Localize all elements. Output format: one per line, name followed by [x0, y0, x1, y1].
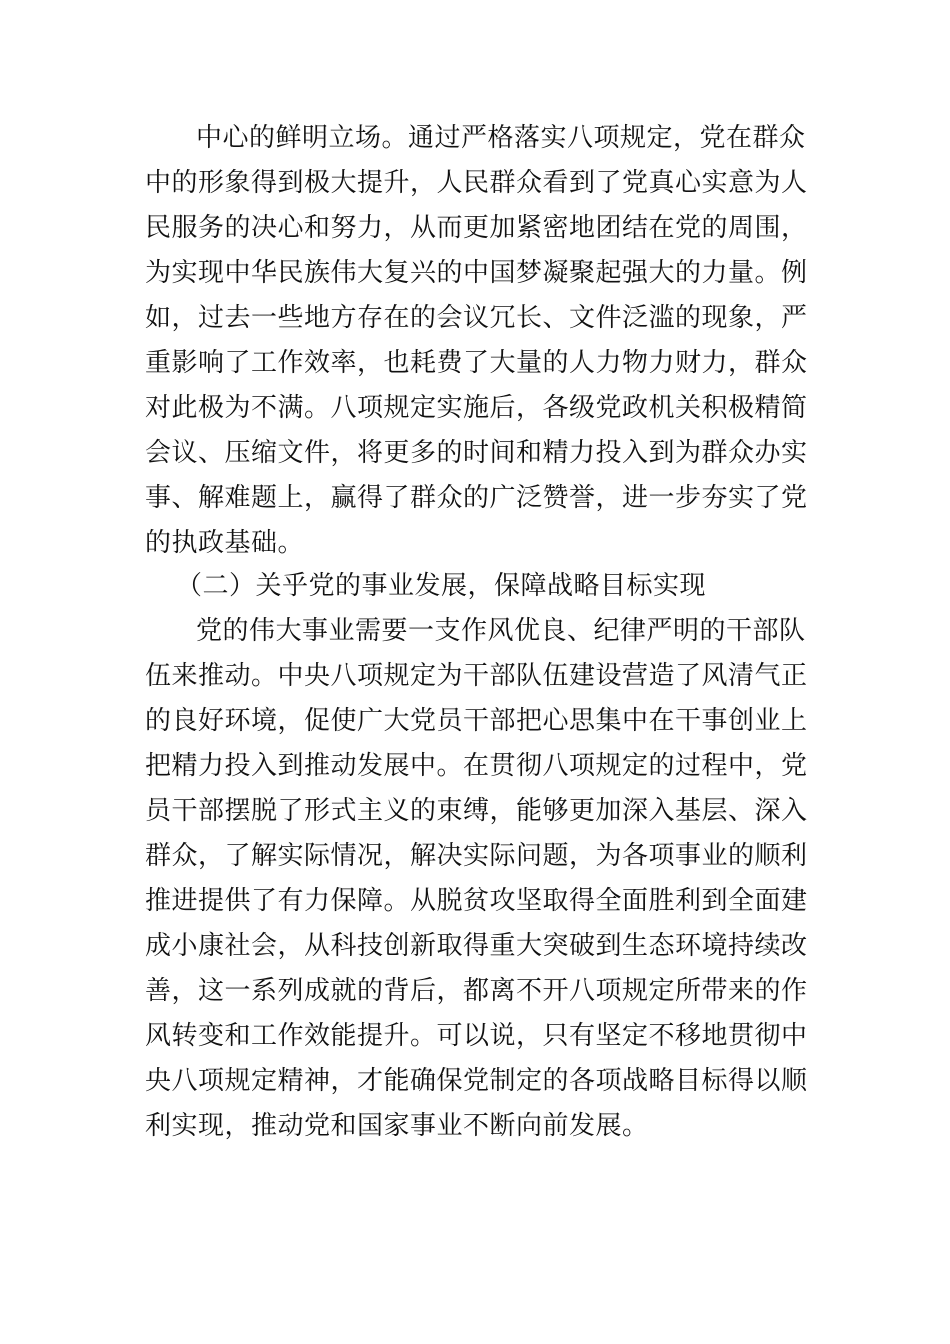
paragraph-2-line: 员干部摆脱了形式主义的束缚，能够更加深入基层、深入 [145, 796, 808, 826]
paragraph-1-line: 中的形象得到极大提升，人民群众看到了党真心实意为人 [145, 168, 808, 198]
paragraph-2-line: 风转变和工作效能提升。可以说，只有坚定不移地贯彻中 [145, 1021, 808, 1051]
paragraph-1-line: 为实现中华民族伟大复兴的中国梦凝聚起强大的力量。例 [145, 258, 808, 288]
paragraph-2-line: 的良好环境，促使广大党员干部把心思集中在干事创业上 [145, 706, 808, 736]
paragraph-2-line: 群众，了解实际情况，解决实际问题，为各项事业的顺利 [145, 841, 808, 871]
paragraph-1-line: 民服务的决心和努力，从而更加紧密地团结在党的周围， [145, 213, 808, 243]
paragraph-2-line: 善，这一系列成就的背后，都离不开八项规定所带来的作 [145, 976, 808, 1006]
paragraph-1-line: 重影响了工作效率，也耗费了大量的人力物力财力，群众 [145, 348, 808, 378]
paragraph-1-line: 事、解难题上，赢得了群众的广泛赞誉，进一步夯实了党 [145, 483, 808, 513]
paragraph-2-line: 成小康社会，从科技创新取得重大突破到生态环境持续改 [145, 931, 808, 961]
section-heading: （二）关乎党的事业发展，保障战略目标实现 [176, 571, 707, 601]
paragraph-2-line: 推进提供了有力保障。从脱贫攻坚取得全面胜利到全面建 [145, 886, 808, 916]
paragraph-1-line: 会议、压缩文件，将更多的时间和精力投入到为群众办实 [145, 438, 808, 468]
paragraph-2-line: 利实现，推动党和国家事业不断向前发展。 [145, 1111, 649, 1141]
paragraph-2-line: 把精力投入到推动发展中。在贯彻八项规定的过程中，党 [145, 751, 808, 781]
paragraph-1-line: 中心的鲜明立场。通过严格落实八项规定，党在群众 [196, 123, 806, 153]
paragraph-1-line: 的执政基础。 [145, 528, 305, 558]
paragraph-2-line: 央八项规定精神，才能确保党制定的各项战略目标得以顺 [145, 1066, 808, 1096]
paragraph-2-line: 党的伟大事业需要一支作风优良、纪律严明的干部队 [196, 616, 806, 646]
paragraph-1-line: 对此极为不满。八项规定实施后，各级党政机关积极精简 [145, 393, 808, 423]
paragraph-2-line: 伍来推动。中央八项规定为干部队伍建设营造了风清气正 [145, 661, 808, 691]
paragraph-1-line: 如，过去一些地方存在的会议冗长、文件泛滥的现象，严 [145, 303, 808, 333]
